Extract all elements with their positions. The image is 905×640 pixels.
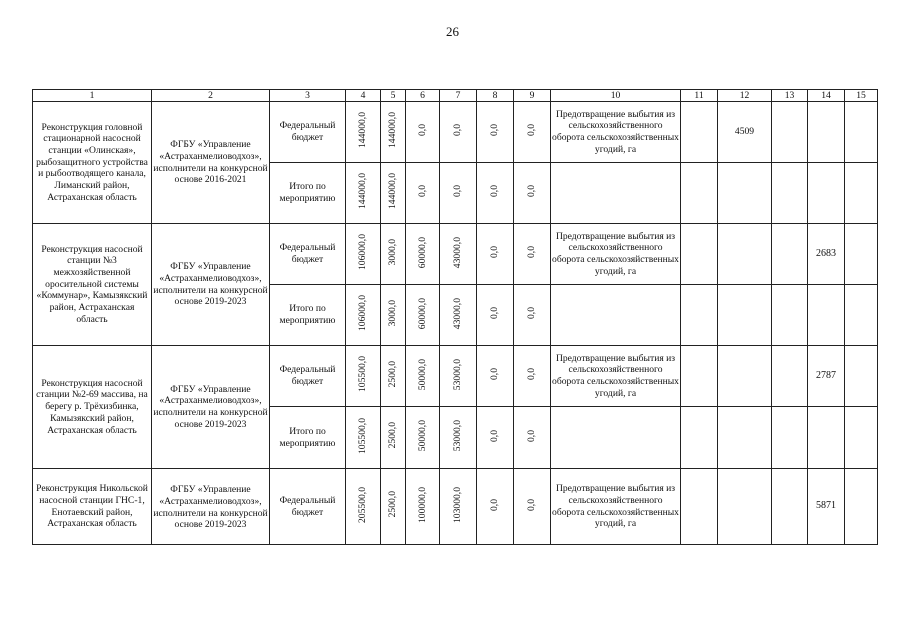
value-cell: [514, 102, 551, 163]
empty-cell: [551, 285, 681, 346]
empty-cell: [772, 102, 808, 163]
empty-cell: [845, 285, 878, 346]
value-text: 0,0: [489, 368, 501, 381]
indicator-value: 4509: [718, 102, 772, 163]
indicator-value: [718, 346, 772, 407]
indicator-value: 2787: [808, 346, 845, 407]
page-number: 26: [446, 24, 459, 39]
value-text: 53000,0: [452, 420, 464, 452]
project-executor: ФГБУ «Управление «Астраханмелиоводхоз», исполнители на конкурсной основе 2019-2023: [152, 346, 270, 469]
value-text: 100000,0: [416, 486, 428, 523]
funding-source: Федеральный бюджет: [270, 469, 346, 545]
value-text: 144000,0: [357, 173, 369, 210]
value-text: 60000,0: [416, 236, 428, 268]
column-header: 11: [681, 90, 718, 102]
value-cell: [440, 163, 477, 224]
value-text: 50000,0: [416, 420, 428, 452]
value-text: 0,0: [526, 498, 538, 511]
value-text: 0,0: [489, 307, 501, 320]
value-text: 103000,0: [452, 486, 464, 523]
value-text: 144000,0: [357, 112, 369, 149]
value-cell: [514, 346, 551, 407]
value-cell: [381, 407, 406, 469]
value-text: 2500,0: [387, 422, 399, 449]
value-text: 205500,0: [357, 486, 369, 523]
value-text: 106000,0: [357, 234, 369, 271]
column-header: 13: [772, 90, 808, 102]
project-executor: ФГБУ «Управление «Астраханмелиоводхоз», исполнители на конкурсной основе 2016-2021: [152, 102, 270, 224]
goal-indicator: Предотвращение выбытия из сельскохозяйственного оборота сельскохозяйственных угодий, га: [551, 346, 681, 407]
value-cell: [346, 407, 381, 469]
column-header: 2: [152, 90, 270, 102]
value-text: 43000,0: [452, 236, 464, 268]
table-row: [33, 102, 878, 163]
empty-cell: [845, 469, 878, 545]
column-header: 12: [718, 90, 772, 102]
value-text: 105500,0: [357, 356, 369, 393]
column-header: 7: [440, 90, 477, 102]
table-row: [33, 224, 878, 285]
value-text: 50000,0: [416, 358, 428, 390]
value-text: 0,0: [526, 185, 538, 198]
indicator-value: 2683: [808, 224, 845, 285]
goal-indicator: Предотвращение выбытия из сельскохозяйственного оборота сельскохозяйственных угодий, га: [551, 469, 681, 545]
empty-cell: [772, 163, 808, 224]
empty-cell: [808, 407, 845, 469]
empty-cell: [772, 407, 808, 469]
empty-cell: [772, 469, 808, 545]
value-text: 2500,0: [387, 360, 399, 388]
value-cell: [477, 285, 514, 346]
value-cell: [346, 346, 381, 407]
empty-cell: [772, 346, 808, 407]
value-cell: [381, 163, 406, 224]
column-header: 6: [406, 90, 440, 102]
empty-cell: [681, 407, 718, 469]
value-cell: [346, 285, 381, 346]
value-cell: [514, 285, 551, 346]
value-text: 43000,0: [452, 297, 464, 329]
value-cell: [406, 346, 440, 407]
value-cell: [406, 285, 440, 346]
value-text: 0,0: [489, 124, 501, 137]
value-cell: [346, 469, 381, 545]
value-cell: [381, 102, 406, 163]
funding-source: Федеральный бюджет: [270, 346, 346, 407]
funding-source: Итого по мероприятию: [270, 285, 346, 346]
value-cell: [406, 407, 440, 469]
value-cell: [440, 224, 477, 285]
value-cell: [440, 285, 477, 346]
project-executor: ФГБУ «Управление «Астраханмелиоводхоз», исполнители на конкурсной основе 2019-2023: [152, 469, 270, 545]
value-text: 3000,0: [387, 238, 399, 266]
value-text: 0,0: [489, 429, 501, 442]
column-header: 9: [514, 90, 551, 102]
budget-table: [32, 89, 878, 545]
value-cell: [477, 224, 514, 285]
empty-cell: [681, 224, 718, 285]
empty-cell: [808, 163, 845, 224]
value-cell: [477, 407, 514, 469]
value-text: 0,0: [526, 307, 538, 320]
value-text: 0,0: [452, 124, 464, 137]
value-text: 2500,0: [387, 491, 399, 518]
column-header: 8: [477, 90, 514, 102]
empty-cell: [681, 163, 718, 224]
empty-cell: [718, 407, 772, 469]
value-cell: [346, 163, 381, 224]
column-header: 1: [33, 90, 152, 102]
funding-source: Федеральный бюджет: [270, 224, 346, 285]
empty-cell: [845, 224, 878, 285]
value-text: 0,0: [526, 429, 538, 442]
empty-cell: [681, 469, 718, 545]
value-cell: [406, 224, 440, 285]
value-cell: [406, 102, 440, 163]
value-text: 0,0: [416, 185, 428, 198]
project-name: Реконструкция Никольской насосной станции ГНС-1, Енотаевский район, Астраханская область: [33, 469, 152, 545]
project-name: Реконструкция головной стационарной насосной станции «Олинская», рыбозащитного устройства и рыбоотводящего канала, Лиманский район, Астраханская область: [33, 102, 152, 224]
value-text: 0,0: [526, 124, 538, 137]
value-text: 3000,0: [387, 299, 399, 327]
column-header-row: [33, 90, 878, 102]
project-name: Реконструкция насосной станции №2-69 массива, на берегу р. Трёхизбинка, Камызякский район, Астраханская область: [33, 346, 152, 469]
indicator-value: [808, 102, 845, 163]
value-cell: [346, 102, 381, 163]
value-text: 53000,0: [452, 358, 464, 390]
project-name: Реконструкция насосной станции №3 межхозяйственной оросительной системы «Коммунар», Камызякский район, Астраханская область: [33, 224, 152, 346]
value-text: 106000,0: [357, 295, 369, 332]
empty-cell: [681, 346, 718, 407]
value-cell: [440, 469, 477, 545]
value-cell: [440, 346, 477, 407]
value-cell: [514, 224, 551, 285]
empty-cell: [845, 163, 878, 224]
value-text: 0,0: [526, 368, 538, 381]
empty-cell: [845, 102, 878, 163]
table-row: [33, 346, 878, 407]
value-cell: [477, 469, 514, 545]
column-header: 5: [381, 90, 406, 102]
value-cell: [477, 346, 514, 407]
empty-cell: [772, 224, 808, 285]
value-cell: [514, 469, 551, 545]
value-text: 0,0: [452, 185, 464, 198]
goal-indicator: Предотвращение выбытия из сельскохозяйственного оборота сельскохозяйственных угодий, га: [551, 224, 681, 285]
value-text: 0,0: [489, 185, 501, 198]
funding-source: Итого по мероприятию: [270, 407, 346, 469]
value-cell: [381, 224, 406, 285]
value-cell: [440, 407, 477, 469]
project-executor: ФГБУ «Управление «Астраханмелиоводхоз», исполнители на конкурсной основе 2019-2023: [152, 224, 270, 346]
column-header: 3: [270, 90, 346, 102]
column-header: 14: [808, 90, 845, 102]
column-header: 4: [346, 90, 381, 102]
funding-source: Итого по мероприятию: [270, 163, 346, 224]
value-cell: [514, 163, 551, 224]
indicator-value: [718, 224, 772, 285]
empty-cell: [718, 285, 772, 346]
value-text: 0,0: [526, 246, 538, 259]
column-header: 15: [845, 90, 878, 102]
empty-cell: [718, 163, 772, 224]
value-cell: [381, 285, 406, 346]
empty-cell: [551, 407, 681, 469]
value-text: 0,0: [489, 498, 501, 511]
value-cell: [440, 102, 477, 163]
indicator-value: 5871: [808, 469, 845, 545]
empty-cell: [681, 102, 718, 163]
funding-source: Федеральный бюджет: [270, 102, 346, 163]
table-row: [33, 469, 878, 545]
value-text: 144000,0: [387, 173, 399, 210]
value-text: 60000,0: [416, 297, 428, 329]
empty-cell: [681, 285, 718, 346]
value-cell: [406, 469, 440, 545]
empty-cell: [551, 163, 681, 224]
indicator-value: [718, 469, 772, 545]
value-cell: [477, 102, 514, 163]
empty-cell: [845, 407, 878, 469]
column-header: 10: [551, 90, 681, 102]
goal-indicator: Предотвращение выбытия из сельскохозяйственного оборота сельскохозяйственных угодий, га: [551, 102, 681, 163]
value-cell: [406, 163, 440, 224]
value-text: 0,0: [416, 124, 428, 137]
value-cell: [514, 407, 551, 469]
empty-cell: [808, 285, 845, 346]
empty-cell: [772, 285, 808, 346]
value-text: 105500,0: [357, 417, 369, 454]
value-cell: [477, 163, 514, 224]
value-cell: [381, 346, 406, 407]
empty-cell: [845, 346, 878, 407]
value-text: 144000,0: [387, 112, 399, 149]
value-cell: [381, 469, 406, 545]
value-cell: [346, 224, 381, 285]
value-text: 0,0: [489, 246, 501, 259]
